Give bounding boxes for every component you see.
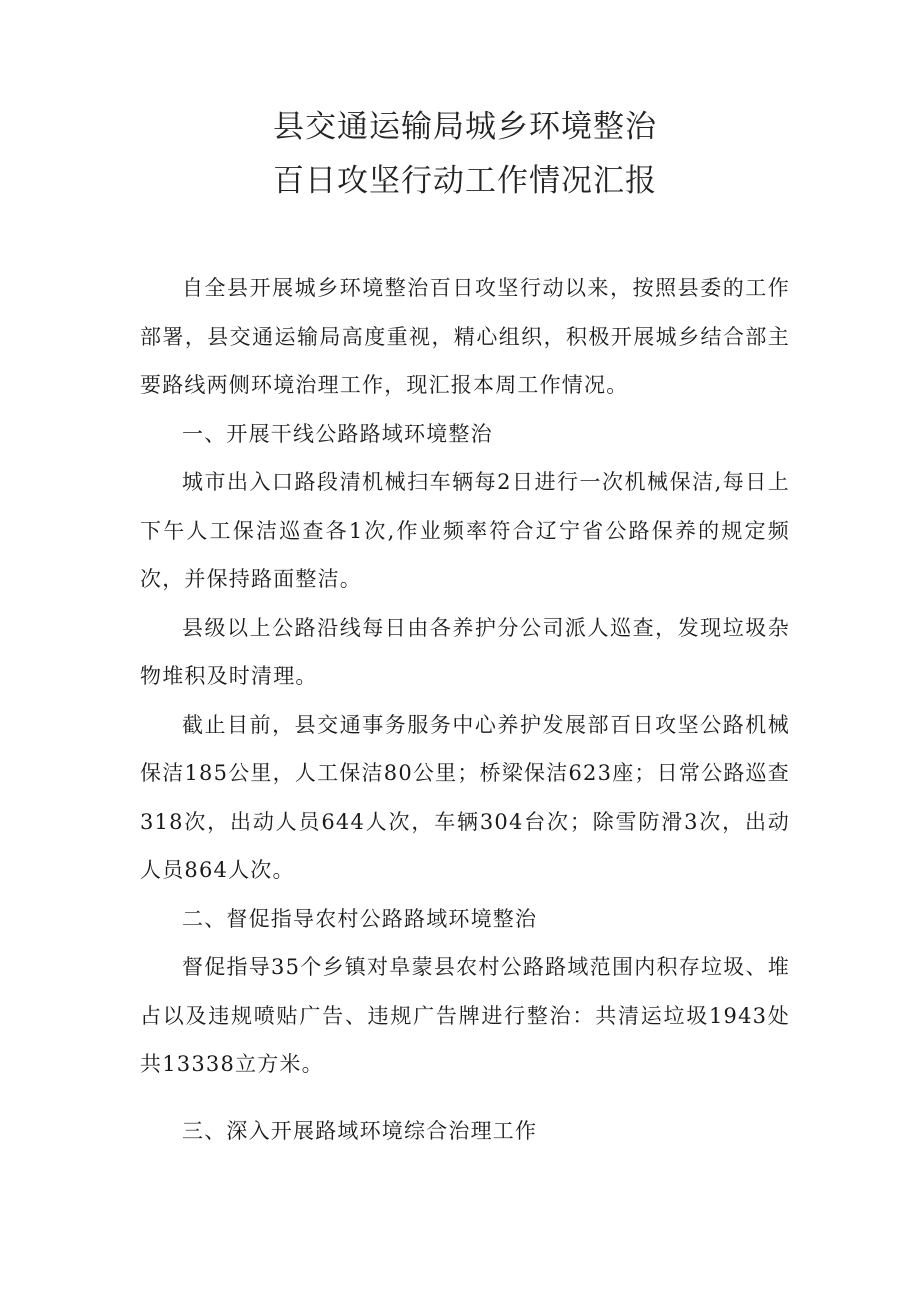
intro-paragraph: 自全县开展城乡环境整治百日攻坚行动以来，按照县委的工作部署，县交通运输局高度重视，精心组织，积极开展城乡结合部主要路线两侧环境治理工作，现汇报本周工作情况。	[140, 276, 790, 397]
title-line-1: 县交通运输局城乡环境整治	[273, 109, 657, 145]
section-heading-2: 二、督促指导农村公路路域环境整治	[182, 906, 538, 931]
paragraph-county-roads: 县级以上公路沿线每日由各养护分公司派人巡查，发现垃圾杂物堆积及时清理。	[140, 615, 790, 688]
document-title	[140, 100, 790, 208]
paragraph-cleaning-frequency: 城市出入口路段清机械扫车辆每2日进行一次机械保洁,每日上下午人工保洁巡查各1次,作业频率符合辽宁省公路保养的规定频次，并保持路面整洁。	[140, 470, 790, 591]
section-heading-3: 三、深入开展路域环境综合治理工作	[182, 1118, 538, 1143]
section-heading-1: 一、开展干线公路路域环境整治	[182, 421, 493, 446]
paragraph-rural-roads: 督促指导35个乡镇对阜蒙县农村公路路域范围内积存垃圾、堆占以及违规喷贴广告、违规广告牌进行整治：共清运垃圾1943处共13338立方米。	[140, 955, 790, 1076]
paragraph-statistics: 截止目前，县交通事务服务中心养护发展部百日攻坚公路机械保洁185公里，人工保洁80公里；桥梁保洁623座；日常公路巡查318次，出动人员644人次，车辆304台次；除雪防滑3次，出动人员864人次。	[140, 712, 790, 882]
document-body	[140, 264, 790, 1155]
title-line-2: 百日攻坚行动工作情况汇报	[273, 163, 657, 199]
